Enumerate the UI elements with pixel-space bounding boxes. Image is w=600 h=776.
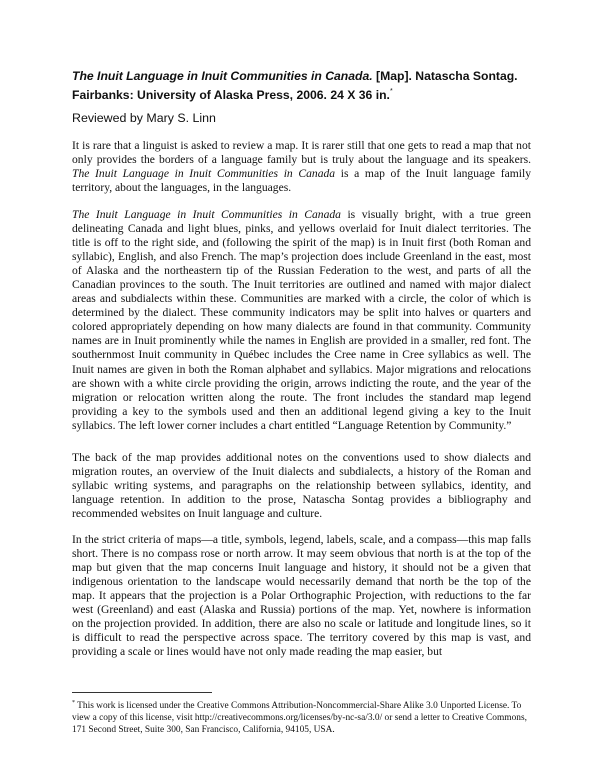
paragraph-2-map-title: The Inuit Language in Inuit Communities in Canada <box>72 208 341 221</box>
paragraph-1-map-title: The Inuit Language in Inuit Communities in Canada <box>72 167 336 181</box>
paragraph-1-tail: is a map of the Inuit language family territory, about the languages, in the languages. <box>72 167 531 195</box>
map-title: The Inuit Language in Inuit Communities in Canada. <box>72 69 373 83</box>
footnote-text: This work is licensed under the Creative Commons Attribution-Noncommercial-Share Alike 3.0 Unported License. To view a copy of this license, visit http://creativecommons.org/licenses/by-nc-sa/3.0/ or send a letter to Creative Commons, 171 Second Street, Suite 300, San Francisco, California, 94105, USA. <box>72 701 527 735</box>
license-footnote <box>72 697 531 736</box>
paragraph-1 <box>72 139 531 195</box>
paragraph-1-text: It is rare that a linguist is asked to review a map. It is rarer still that one gets to read a map that not only provides the borders of a language family but is truly about the language and its speakers. <box>72 139 531 167</box>
reviewer-byline: Reviewed by Mary S. Linn <box>72 111 216 125</box>
footnote-marker: * <box>389 88 393 95</box>
paragraph-2 <box>72 208 531 433</box>
citation-details: [Map]. Natascha Sontag. Fairbanks: University of Alaska Press, 2006. 24 X 36 in. <box>72 69 518 102</box>
paragraph-2-text: is visually bright, with a true green delineating Canada and light blues, pinks, and yellows overlaid for Inuit dialect territories. The title is off to the right side, and (following the spirit of the map) is in Inuit first (both Roman and syllabic), English, and also French. The map’s projection does include Greenland in the east, most of Alaska and the northeastern tip of the Russian Federation to the west, and parts of all the Canadian provinces to the south. The Inuit territories are outlined and named with major dialect areas and subdialects within these. Communities are marked with a circle, the color of which is determined by the dialect. These community indicators may be split into halves or quarters and colored appropriately depending on how many dialects are found in that community. Community names are in Inuit prominently while the names in English are provided in a smaller, red font. The southernmost Inuit community in Québec includes the Cree name in Cree syllabics as well. The Inuit names are given in both the Roman alphabet and syllabics. Major migrations and relocations are shown with a white circle providing the origin, arrows indicting the route, and the year of the migration or relocation written along the route. The front includes the standard map legend providing a key to the symbols used and then an additional legend giving a key to the Inuit syllabics. The left lower corner includes a chart entitled “Language Retention by Community.” <box>72 208 531 432</box>
footnote-divider <box>72 692 212 693</box>
review-title <box>72 68 542 103</box>
paragraph-3: The back of the map provides additional notes on the conventions used to show dialects and migration routes, an overview of the Inuit dialects and subdialects, a history of the Roman and syllabic writing systems, and paragraphs on the relationship between syllabics, identity, and language retention. In addition to the prose, Natascha Sontag provides a bibliography and recommended websites on Inuit language and culture. <box>72 451 531 521</box>
footnote-mark: * <box>72 700 75 706</box>
paragraph-4: In the strict criteria of maps—a title, symbols, legend, labels, scale, and a compass—this map falls short. There is no compass rose or north arrow. It may seem obvious that north is at the top of the map but given that the map concerns Inuit language and history, it should not be a given that indigenous orientation to the landscape would necessarily demand that north be the top of the map. It appears that the projection is a Polar Orthographic Projection, with reductions to the far west (Greenland) and east (Alaska and Russia) portions of the map. Yet, nowhere is information on the projection provided. In addition, there are also no scale or latitude and longitude lines, so it is difficult to read the perspective across space. The territory covered by this map is vast, and providing a scale or lines would have not only made reading the map easier, but <box>72 533 531 659</box>
